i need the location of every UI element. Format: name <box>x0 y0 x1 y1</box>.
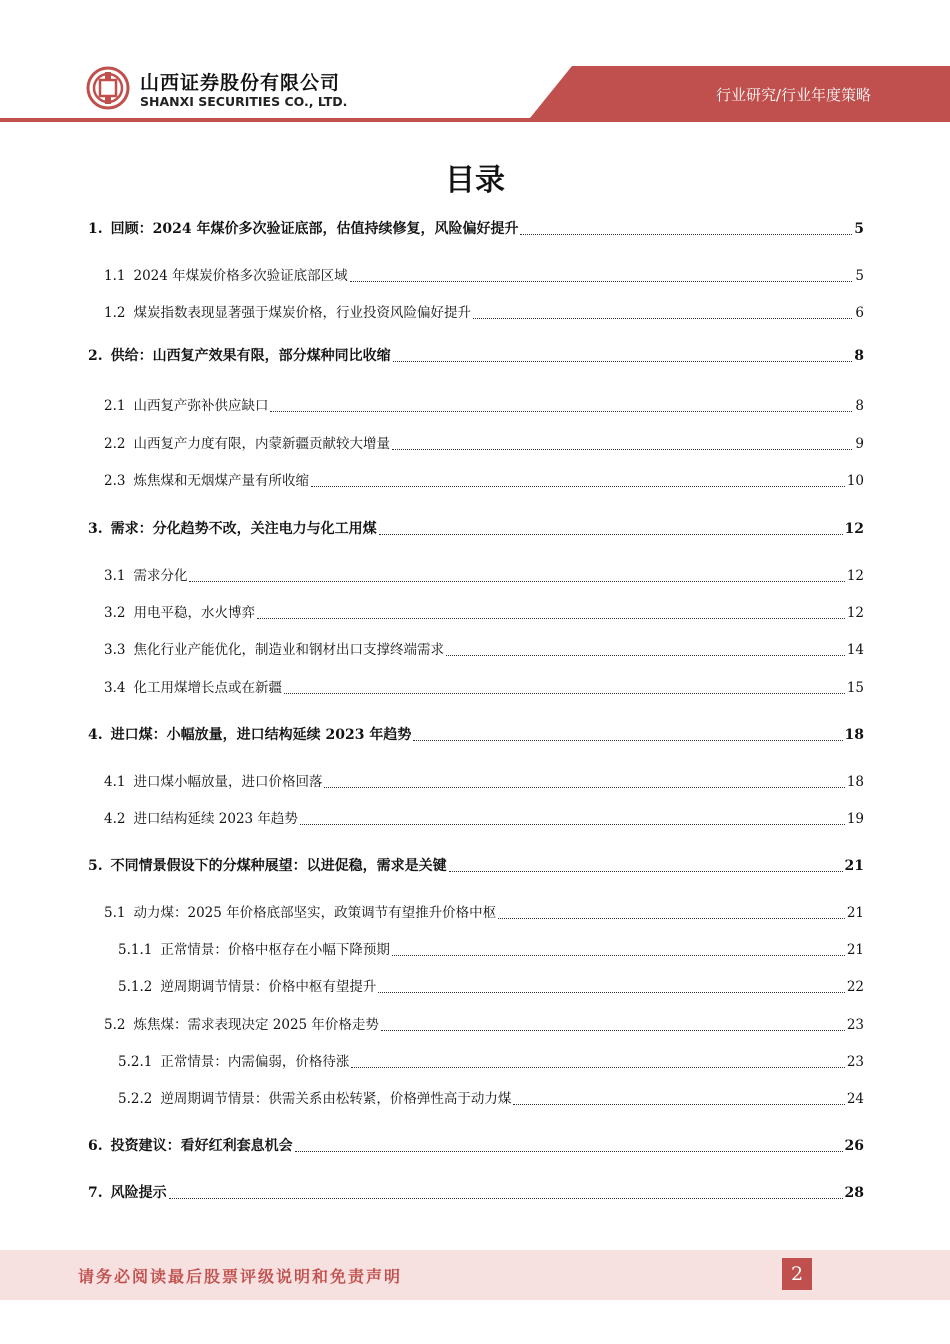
toc-entry-page: 5 <box>854 221 864 237</box>
toc-entry[interactable] <box>88 518 864 540</box>
toc-dot-leader <box>284 692 845 694</box>
toc-entry-title: 供给：山西复产效果有限，部分煤种同比收缩 <box>110 348 391 364</box>
toc-dot-leader <box>498 917 845 919</box>
toc-entry-title: 回顾：2024 年煤价多次验证底部，估值持续修复，风险偏好提升 <box>110 221 519 237</box>
report-type-label: 行业研究/行业年度策略 <box>715 86 871 104</box>
toc-entry-page: 6 <box>855 305 864 321</box>
toc-entry-page: 8 <box>854 348 864 364</box>
toc-entry[interactable] <box>104 1014 864 1036</box>
toc-entry-number: 5.2 <box>104 1017 126 1033</box>
toc-dot-leader <box>295 1150 843 1152</box>
toc-entry-number: 5.1.2 <box>118 979 153 995</box>
toc-entry-page: 5 <box>855 268 864 284</box>
toc-entry[interactable] <box>104 470 864 492</box>
toc-entry-number: 3.4 <box>104 680 126 696</box>
toc-entry-title: 逆周期调节情景：价格中枢有望提升 <box>160 979 377 995</box>
toc-entry-number: 7. <box>88 1185 103 1201</box>
toc-entry[interactable] <box>104 808 864 830</box>
toc-entry-number: 5.1 <box>104 905 126 921</box>
page-footer <box>0 1250 950 1300</box>
toc-dot-leader <box>379 533 843 535</box>
toc-entry-title: 焦化行业产能优化，制造业和钢材出口支撑终端需求 <box>133 642 444 658</box>
toc-entry-title: 山西复产力度有限，内蒙新疆贡献较大增量 <box>133 436 390 452</box>
toc-entry-title: 投资建议：看好红利套息机会 <box>110 1138 293 1154</box>
toc-entry-title: 不同情景假设下的分煤种展望：以进促稳，需求是关键 <box>110 858 447 874</box>
toc-entry-page: 12 <box>846 605 864 621</box>
toc-entry-page: 15 <box>846 680 864 696</box>
toc-dot-leader <box>449 870 843 872</box>
toc-entry[interactable] <box>104 677 864 699</box>
toc-entry[interactable] <box>104 395 864 417</box>
toc-entry-number: 1.2 <box>104 305 126 321</box>
toc-entry-number: 2.1 <box>104 398 126 414</box>
toc-entry[interactable] <box>88 1182 864 1204</box>
toc-entry-title: 进口煤小幅放量，进口价格回落 <box>133 774 323 790</box>
toc-entry-page: 10 <box>846 473 864 489</box>
toc-dot-leader <box>513 1103 844 1105</box>
toc-dot-leader <box>189 580 844 582</box>
toc-entry-page: 18 <box>846 774 864 790</box>
toc-entry[interactable] <box>118 1051 864 1073</box>
toc-dot-leader <box>446 654 845 656</box>
toc-entry-page: 28 <box>844 1185 864 1201</box>
toc-entry-title: 煤炭指数表现显著强于煤炭价格，行业投资风险偏好提升 <box>133 305 471 321</box>
toc-entry-number: 5.1.1 <box>118 942 153 958</box>
toc-entry-title: 动力煤：2025 年价格底部坚实，政策调节有望推升价格中枢 <box>133 905 497 921</box>
toc-entry[interactable] <box>104 265 864 287</box>
page-number: 2 <box>782 1258 812 1290</box>
toc-entry[interactable] <box>104 902 864 924</box>
company-name-cn: 山西证券股份有限公司 <box>140 72 341 94</box>
toc-dot-leader <box>393 360 852 362</box>
toc-entry-number: 3. <box>88 521 103 537</box>
toc-dot-leader <box>520 233 852 235</box>
toc-title: 目录 <box>445 163 505 198</box>
toc-entry-page: 14 <box>846 642 864 658</box>
toc-dot-leader <box>413 739 842 741</box>
toc-entry-title: 风险提示 <box>110 1185 167 1201</box>
page-header <box>0 0 950 130</box>
header-divider <box>0 118 950 122</box>
toc-entry[interactable] <box>104 771 864 793</box>
toc-dot-leader <box>381 1029 845 1031</box>
toc-entry-number: 2. <box>88 348 103 364</box>
toc-dot-leader <box>311 485 845 487</box>
toc-entry-title: 用电平稳，水火博弈 <box>133 605 255 621</box>
toc-entry[interactable] <box>104 433 864 455</box>
toc-dot-leader <box>350 280 852 282</box>
toc-dot-leader <box>270 410 852 412</box>
toc-entry-number: 3.2 <box>104 605 126 621</box>
toc-entry-page: 8 <box>855 398 864 414</box>
toc-entry-number: 2.3 <box>104 473 126 489</box>
toc-entry-number: 1.1 <box>104 268 126 284</box>
toc-entry-page: 26 <box>844 1138 864 1154</box>
toc-entry-page: 24 <box>846 1091 864 1107</box>
toc-entry-number: 5. <box>88 858 103 874</box>
toc-entry[interactable] <box>104 302 864 324</box>
toc-entry-title: 进口结构延续 2023 年趋势 <box>133 811 298 827</box>
footer-disclaimer: 请务必阅读最后股票评级说明和免责声明 <box>78 1267 403 1286</box>
toc-entry-title: 正常情景：内需偏弱，价格待涨 <box>160 1054 350 1070</box>
toc-entry[interactable] <box>88 1135 864 1157</box>
toc-entry-number: 3.3 <box>104 642 126 658</box>
toc-entry-title: 山西复产弥补供应缺口 <box>133 398 269 414</box>
toc-dot-leader <box>351 1066 844 1068</box>
toc-entry-title: 2024 年煤炭价格多次验证底部区域 <box>133 268 348 284</box>
toc-entry-title: 化工用煤增长点或在新疆 <box>133 680 282 696</box>
toc-dot-leader <box>392 954 845 956</box>
toc-entry-page: 21 <box>844 858 864 874</box>
toc-entry-page: 22 <box>846 979 864 995</box>
toc-entry[interactable] <box>88 218 864 240</box>
toc-dot-leader <box>257 617 845 619</box>
toc-entry-page: 18 <box>844 727 864 743</box>
toc-entry-number: 5.2.2 <box>118 1091 153 1107</box>
toc-entry-number: 2.2 <box>104 436 126 452</box>
toc-entry-title: 进口煤：小幅放量，进口结构延续 2023 年趋势 <box>110 727 412 743</box>
toc-entry[interactable] <box>88 345 864 367</box>
toc-entry[interactable] <box>88 724 864 746</box>
toc-entry-page: 9 <box>855 436 864 452</box>
toc-entry-page: 21 <box>846 905 864 921</box>
toc-entry-title: 逆周期调节情景：供需关系由松转紧，价格弹性高于动力煤 <box>160 1091 512 1107</box>
toc-entry[interactable] <box>88 855 864 877</box>
toc-entry-page: 23 <box>846 1054 864 1070</box>
toc-entry-page: 19 <box>846 811 864 827</box>
toc-entry-number: 4.2 <box>104 811 126 827</box>
toc-entry-title: 正常情景：价格中枢存在小幅下降预期 <box>160 942 390 958</box>
company-name-en: SHANXI SECURITIES CO., LTD. <box>140 94 348 109</box>
toc-entry-page: 21 <box>846 942 864 958</box>
toc-entry[interactable] <box>118 976 864 998</box>
toc-entry-page: 12 <box>844 521 864 537</box>
toc-dot-leader <box>473 317 852 319</box>
toc-entry[interactable] <box>104 639 864 661</box>
toc-entry-title: 炼焦煤和无烟煤产量有所收缩 <box>133 473 309 489</box>
toc-entry[interactable] <box>118 939 864 961</box>
toc-dot-leader <box>392 448 852 450</box>
toc-entry-number: 4.1 <box>104 774 126 790</box>
toc-dot-leader <box>324 786 844 788</box>
toc-entry-page: 23 <box>846 1017 864 1033</box>
toc-entry-number: 6. <box>88 1138 103 1154</box>
toc-entry-number: 5.2.1 <box>118 1054 153 1070</box>
toc-entry-number: 4. <box>88 727 103 743</box>
toc-entry-number: 1. <box>88 221 103 237</box>
toc-entry[interactable] <box>104 565 864 587</box>
toc-dot-leader <box>169 1197 843 1199</box>
shanxi-securities-logo-icon <box>86 66 130 110</box>
toc-entry[interactable] <box>104 602 864 624</box>
toc-entry[interactable] <box>118 1088 864 1110</box>
toc-entry-title: 炼焦煤：需求表现决定 2025 年价格走势 <box>133 1017 379 1033</box>
toc-entry-title: 需求：分化趋势不改，关注电力与化工用煤 <box>110 521 377 537</box>
toc-dot-leader <box>300 823 845 825</box>
toc-entry-title: 需求分化 <box>133 568 188 584</box>
toc-entry-page: 12 <box>846 568 864 584</box>
toc-dot-leader <box>378 991 844 993</box>
toc-entry-number: 3.1 <box>104 568 126 584</box>
